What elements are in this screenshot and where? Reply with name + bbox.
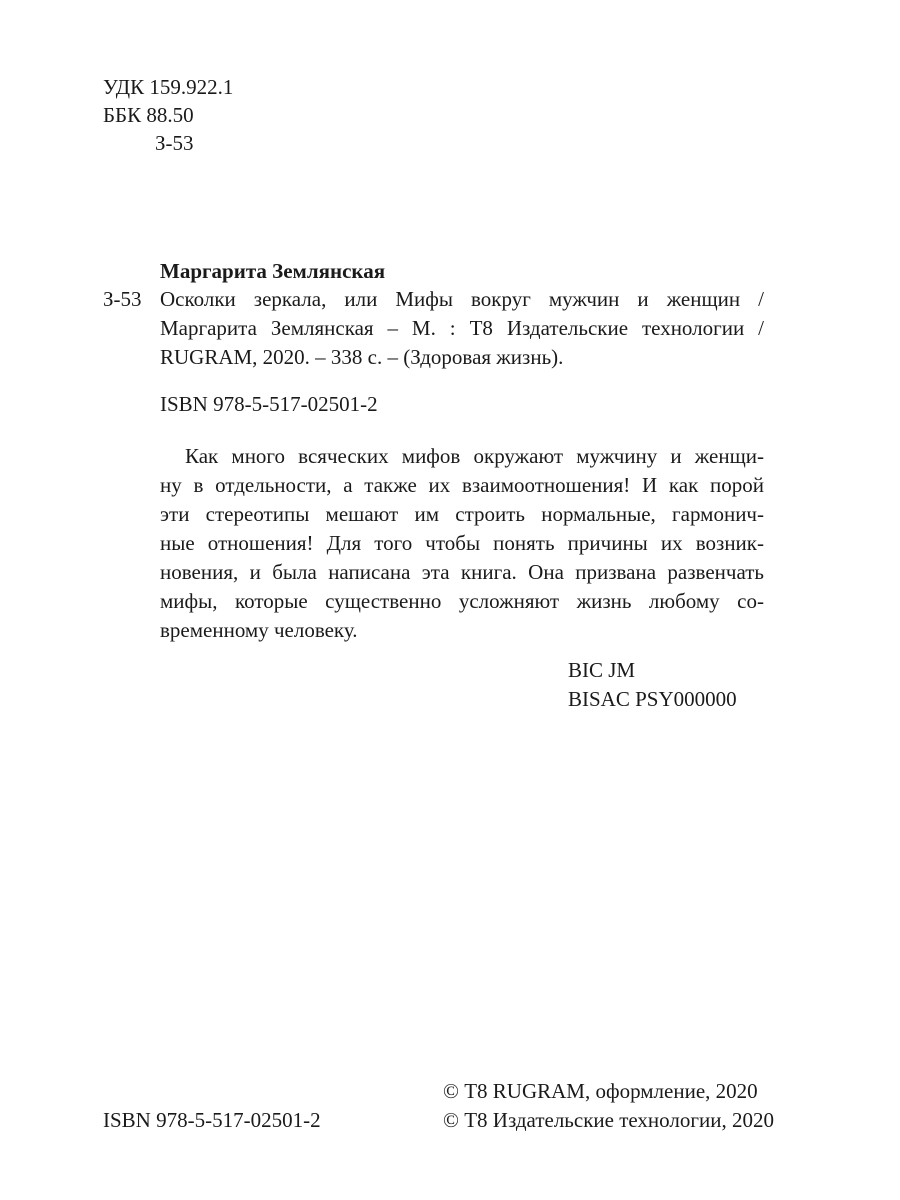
annotation: [160, 442, 764, 645]
annotation-line: новения, и была написана эта книга. Она призвана развенчать: [160, 560, 764, 584]
annotation-line: временному человеку.: [160, 618, 358, 642]
classification-block: [103, 73, 233, 157]
bib-line: RUGRAM, 2020. – 338 с. – (Здоровая жизнь).: [160, 345, 564, 369]
author-mark-record: З-53: [103, 287, 142, 311]
annotation-line: ну в отдельности, а также их взаимоотношения! И как порой: [160, 473, 764, 497]
record-isbn: ISBN 978-5-517-02501-2: [160, 392, 378, 416]
bic-code: BIC JM: [568, 658, 636, 682]
bisac-code: BISAC PSY000000: [568, 687, 737, 711]
copyright-line: © Т8 Издательские технологии, 2020: [443, 1108, 774, 1132]
footer-isbn: ISBN 978-5-517-02501-2: [103, 1108, 321, 1132]
copyright-block: [443, 1077, 774, 1135]
bibliographic-description: [160, 285, 764, 372]
author-mark-top: З-53: [155, 131, 194, 155]
bib-line: Маргарита Землянская – М. : Т8 Издательские технологии /: [160, 316, 764, 340]
annotation-line: Как много всяческих мифов окружают мужчину и женщи-: [185, 444, 764, 468]
annotation-line: ные отношения! Для того чтобы понять причины их возник-: [160, 531, 764, 555]
bib-line: Осколки зеркала, или Мифы вокруг мужчин и женщин /: [160, 287, 764, 311]
bbk-code: ББК 88.50: [103, 103, 194, 127]
annotation-line: мифы, которые существенно усложняют жизнь любому со-: [160, 589, 764, 613]
author-heading: Маргарита Землянская: [160, 259, 386, 283]
udc-code: УДК 159.922.1: [103, 75, 234, 99]
subject-codes: [568, 656, 737, 714]
copyright-line: © Т8 RUGRAM, оформление, 2020: [443, 1079, 758, 1103]
annotation-line: эти стереотипы мешают им строить нормальные, гармонич-: [160, 502, 764, 526]
